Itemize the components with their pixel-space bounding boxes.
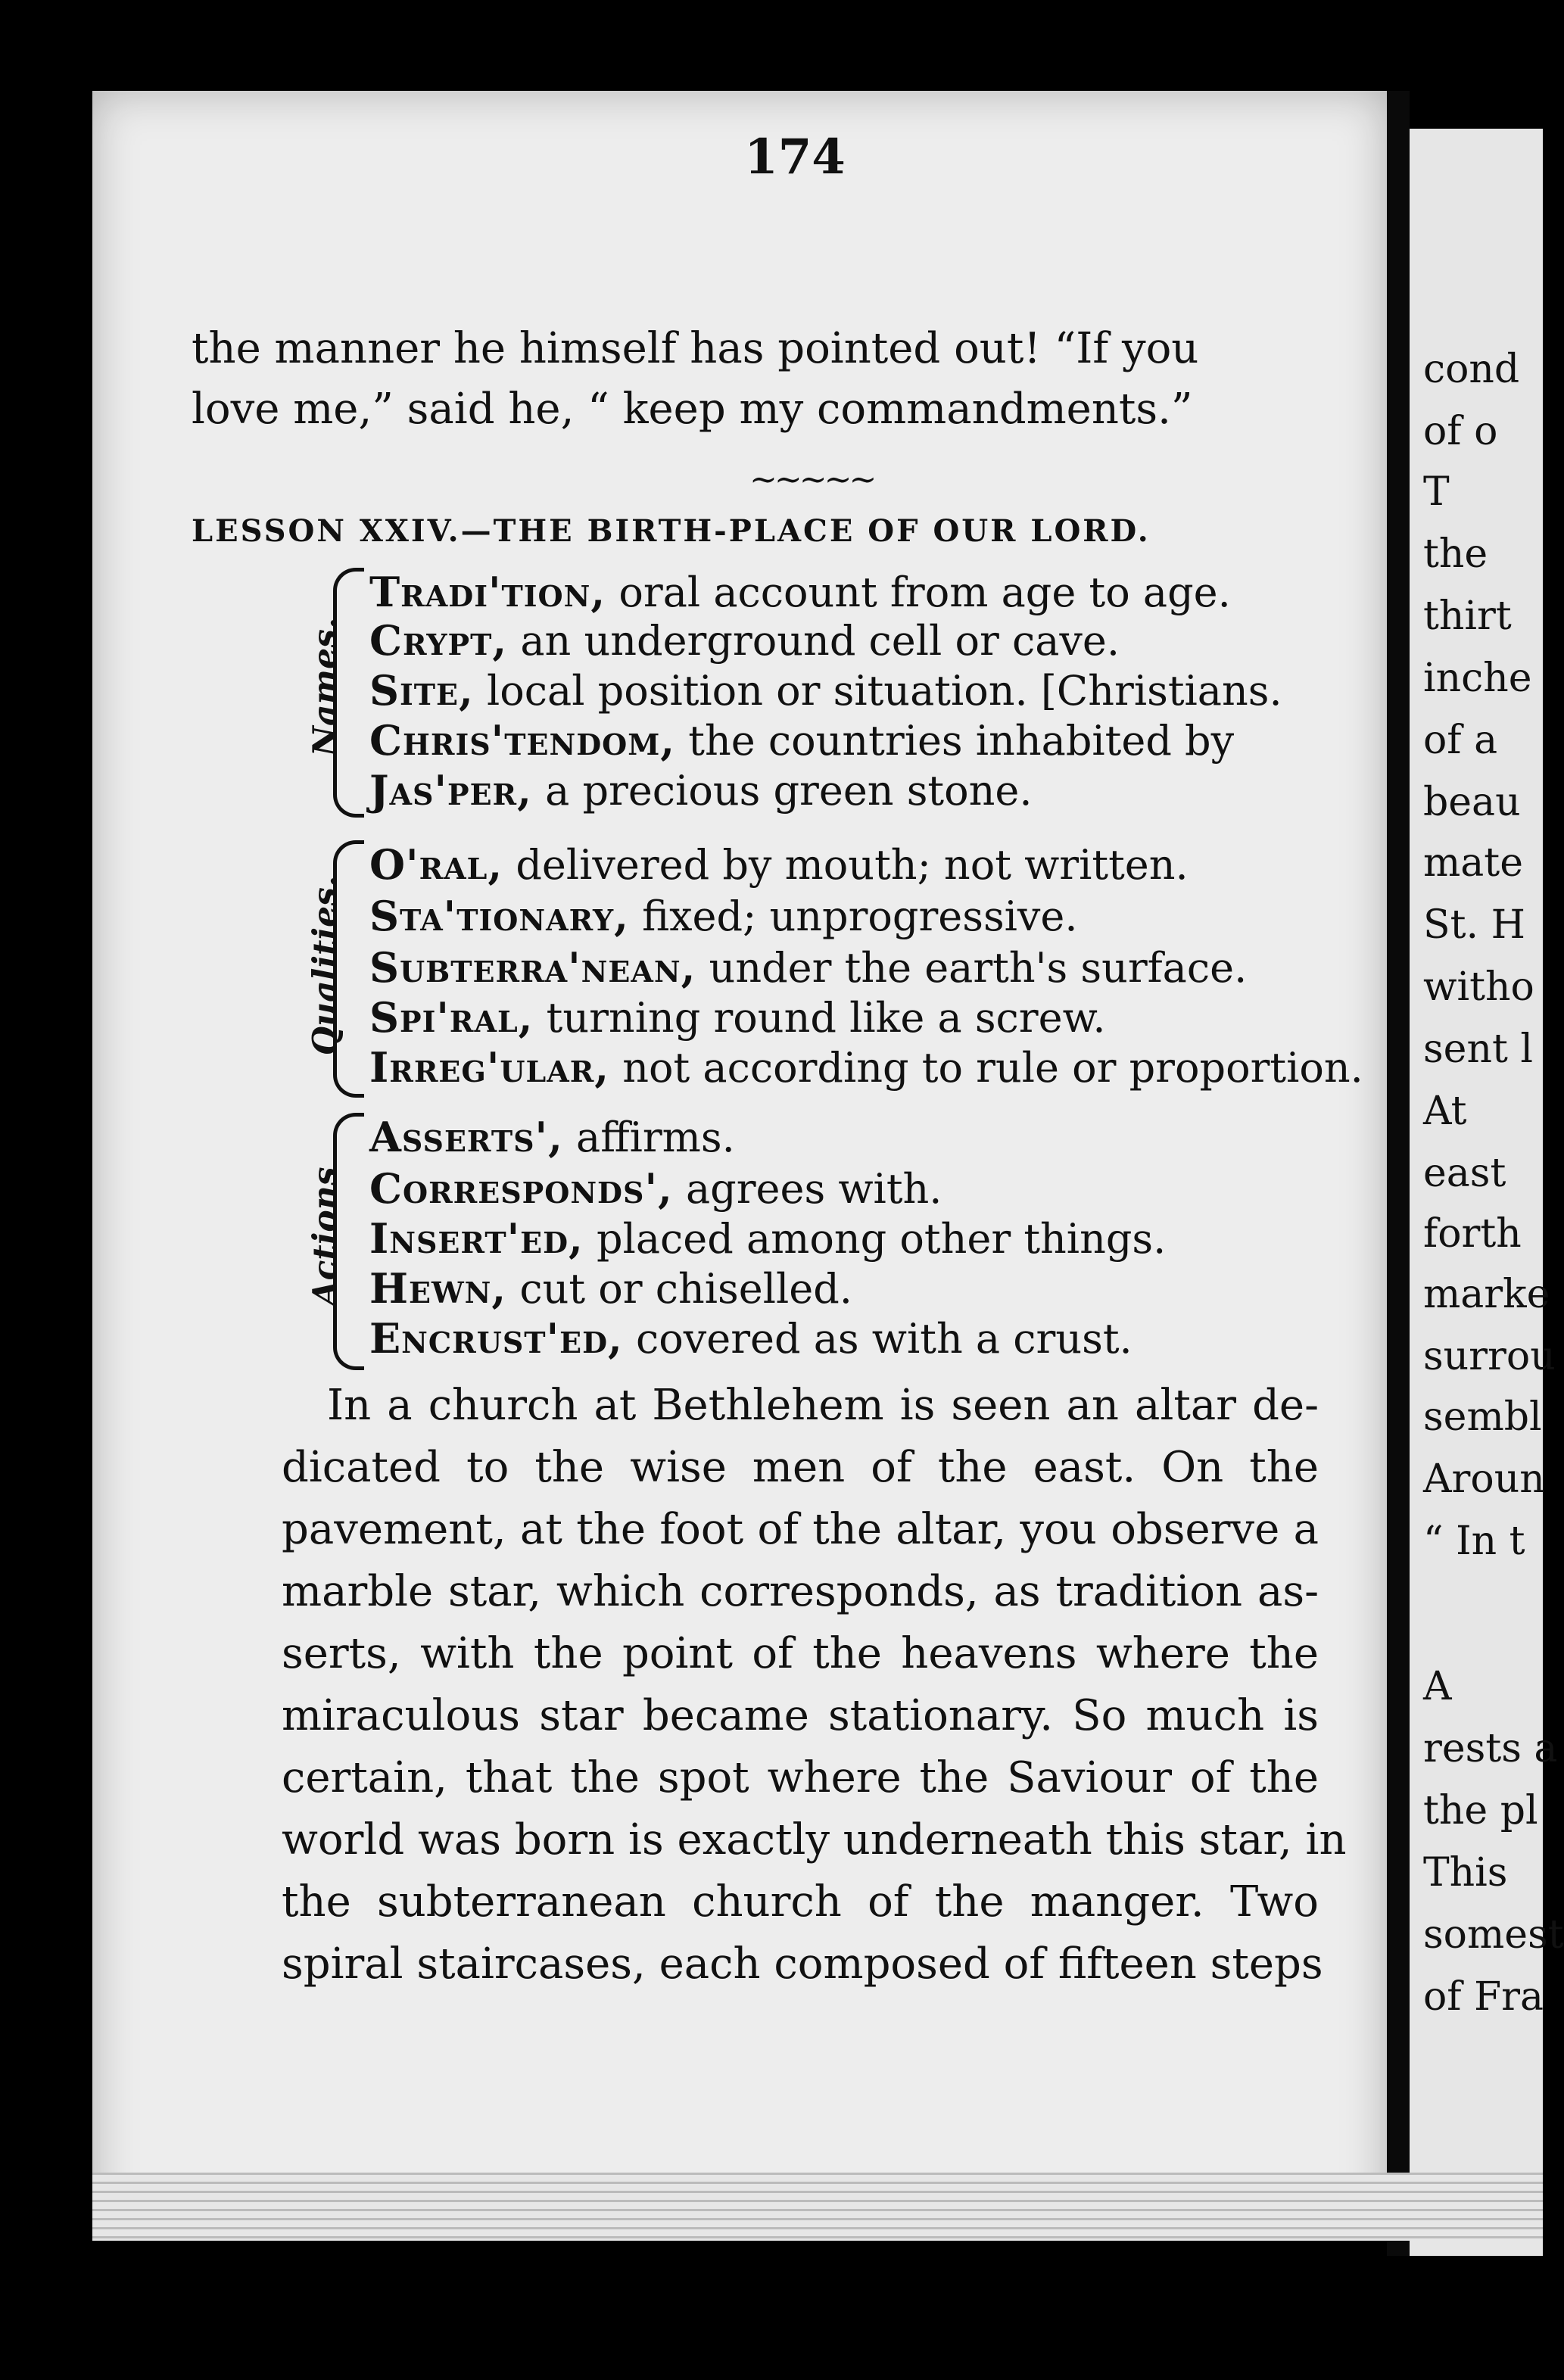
vocab-entry: Irreg'ular, not according to rule or proportion.	[369, 1043, 1363, 1092]
right-page-fragment: inche	[1423, 656, 1532, 701]
body-line: dicated to the wise men of the east. On the	[282, 1443, 1319, 1492]
right-page-fragment: surrou	[1423, 1334, 1556, 1379]
body-line: spiral staircases, each composed of fifteen steps	[282, 1939, 1323, 1989]
vocab-entry: Tradi'tion, oral account from age to age.	[369, 568, 1231, 616]
right-page-fragment: “ In t	[1423, 1519, 1525, 1564]
right-page-fragment: beau	[1423, 780, 1521, 825]
right-page-fragment: At	[1423, 1089, 1467, 1134]
vocab-entry: Spi'ral, turning round like a screw.	[369, 993, 1106, 1042]
vocab-entry: Asserts', affirms.	[369, 1113, 735, 1161]
vocab-entry: O'ral, delivered by mouth; not written.	[369, 840, 1189, 889]
body-line: certain, that the spot where the Saviour of the	[282, 1753, 1319, 1802]
vocab-entry: Insert'ed, placed among other things.	[369, 1214, 1167, 1263]
vocab-entry: Chris'tendom, the countries inhabited by	[369, 716, 1235, 765]
right-page-fragment: marke	[1423, 1272, 1550, 1317]
vocab-entry: Jas'per, a precious green stone.	[369, 766, 1033, 815]
right-page-fragment: This	[1423, 1850, 1508, 1896]
body-line: world was born is exactly underneath this star, in	[282, 1815, 1347, 1864]
right-page-fragment: T	[1423, 469, 1450, 515]
vocab-entry: Hewn, cut or chiselled.	[369, 1264, 852, 1313]
body-line: the subterranean church of the manger. Two	[282, 1877, 1319, 1927]
book-gutter	[1387, 91, 1410, 2256]
right-page-fragment: A	[1423, 1664, 1452, 1709]
vocab-entry: Site, local position or situation. [Christians.	[369, 666, 1282, 715]
ornament: ~~~~~	[749, 460, 874, 499]
body-line: miraculous star became stationary. So much is	[282, 1691, 1319, 1740]
right-page-fragment: rests a	[1423, 1726, 1558, 1771]
right-page-fragment: thirt	[1423, 593, 1512, 639]
right-page-fragment: Aroun	[1423, 1456, 1545, 1502]
group-label-names: Names.	[306, 617, 345, 757]
right-page-fragment: cond	[1423, 347, 1520, 392]
page-number: 174	[744, 129, 846, 185]
right-page-fragment: St. H	[1423, 902, 1525, 948]
right-page-fragment: sembl	[1423, 1394, 1542, 1440]
right-page-fragment: of a	[1423, 718, 1498, 763]
body-line: marble star, which corresponds, as tradition as-	[282, 1567, 1319, 1616]
vocab-entry: Sta'tionary, fixed; unprogressive.	[369, 892, 1078, 940]
intro-line-2: love me,” said he, “ keep my commandments.”	[192, 385, 1193, 434]
vocab-entry: Subterra'nean, under the earth's surface.	[369, 943, 1248, 992]
right-page-fragment: east	[1423, 1151, 1506, 1196]
right-page-fragment: sent l	[1423, 1026, 1534, 1072]
right-page-fragment: of Fra	[1423, 1974, 1544, 2020]
body-line: pavement, at the foot of the altar, you observe a	[282, 1505, 1319, 1554]
right-page-fragment: the	[1423, 531, 1488, 577]
body-line: serts, with the point of the heavens where the	[282, 1629, 1319, 1678]
intro-line-1: the manner he himself has pointed out! “If you	[192, 324, 1199, 373]
vocab-entry: Crypt, an underground cell or cave.	[369, 616, 1120, 665]
right-page-fragment: witho	[1423, 964, 1534, 1010]
right-page-fragment: the pl	[1423, 1788, 1538, 1833]
right-page-fragment: mate	[1423, 840, 1523, 886]
group-label-qualities: Qualities.	[306, 875, 345, 1056]
vocab-entry: Corresponds', agrees with.	[369, 1164, 942, 1213]
lesson-heading: LESSON XXIV.—THE BIRTH-PLACE OF OUR LORD.	[192, 513, 1151, 549]
vocab-entry: Encrust'ed, covered as with a crust.	[369, 1314, 1132, 1363]
body-line: In a church at Bethlehem is seen an altar de-	[327, 1381, 1319, 1430]
right-page-fragment: somest	[1423, 1912, 1564, 1958]
page-edge-lines	[92, 2173, 1543, 2241]
right-page-fragment: of o	[1423, 409, 1498, 454]
right-page-fragment: forth	[1423, 1211, 1522, 1257]
group-label-actions: Actions	[306, 1167, 345, 1307]
